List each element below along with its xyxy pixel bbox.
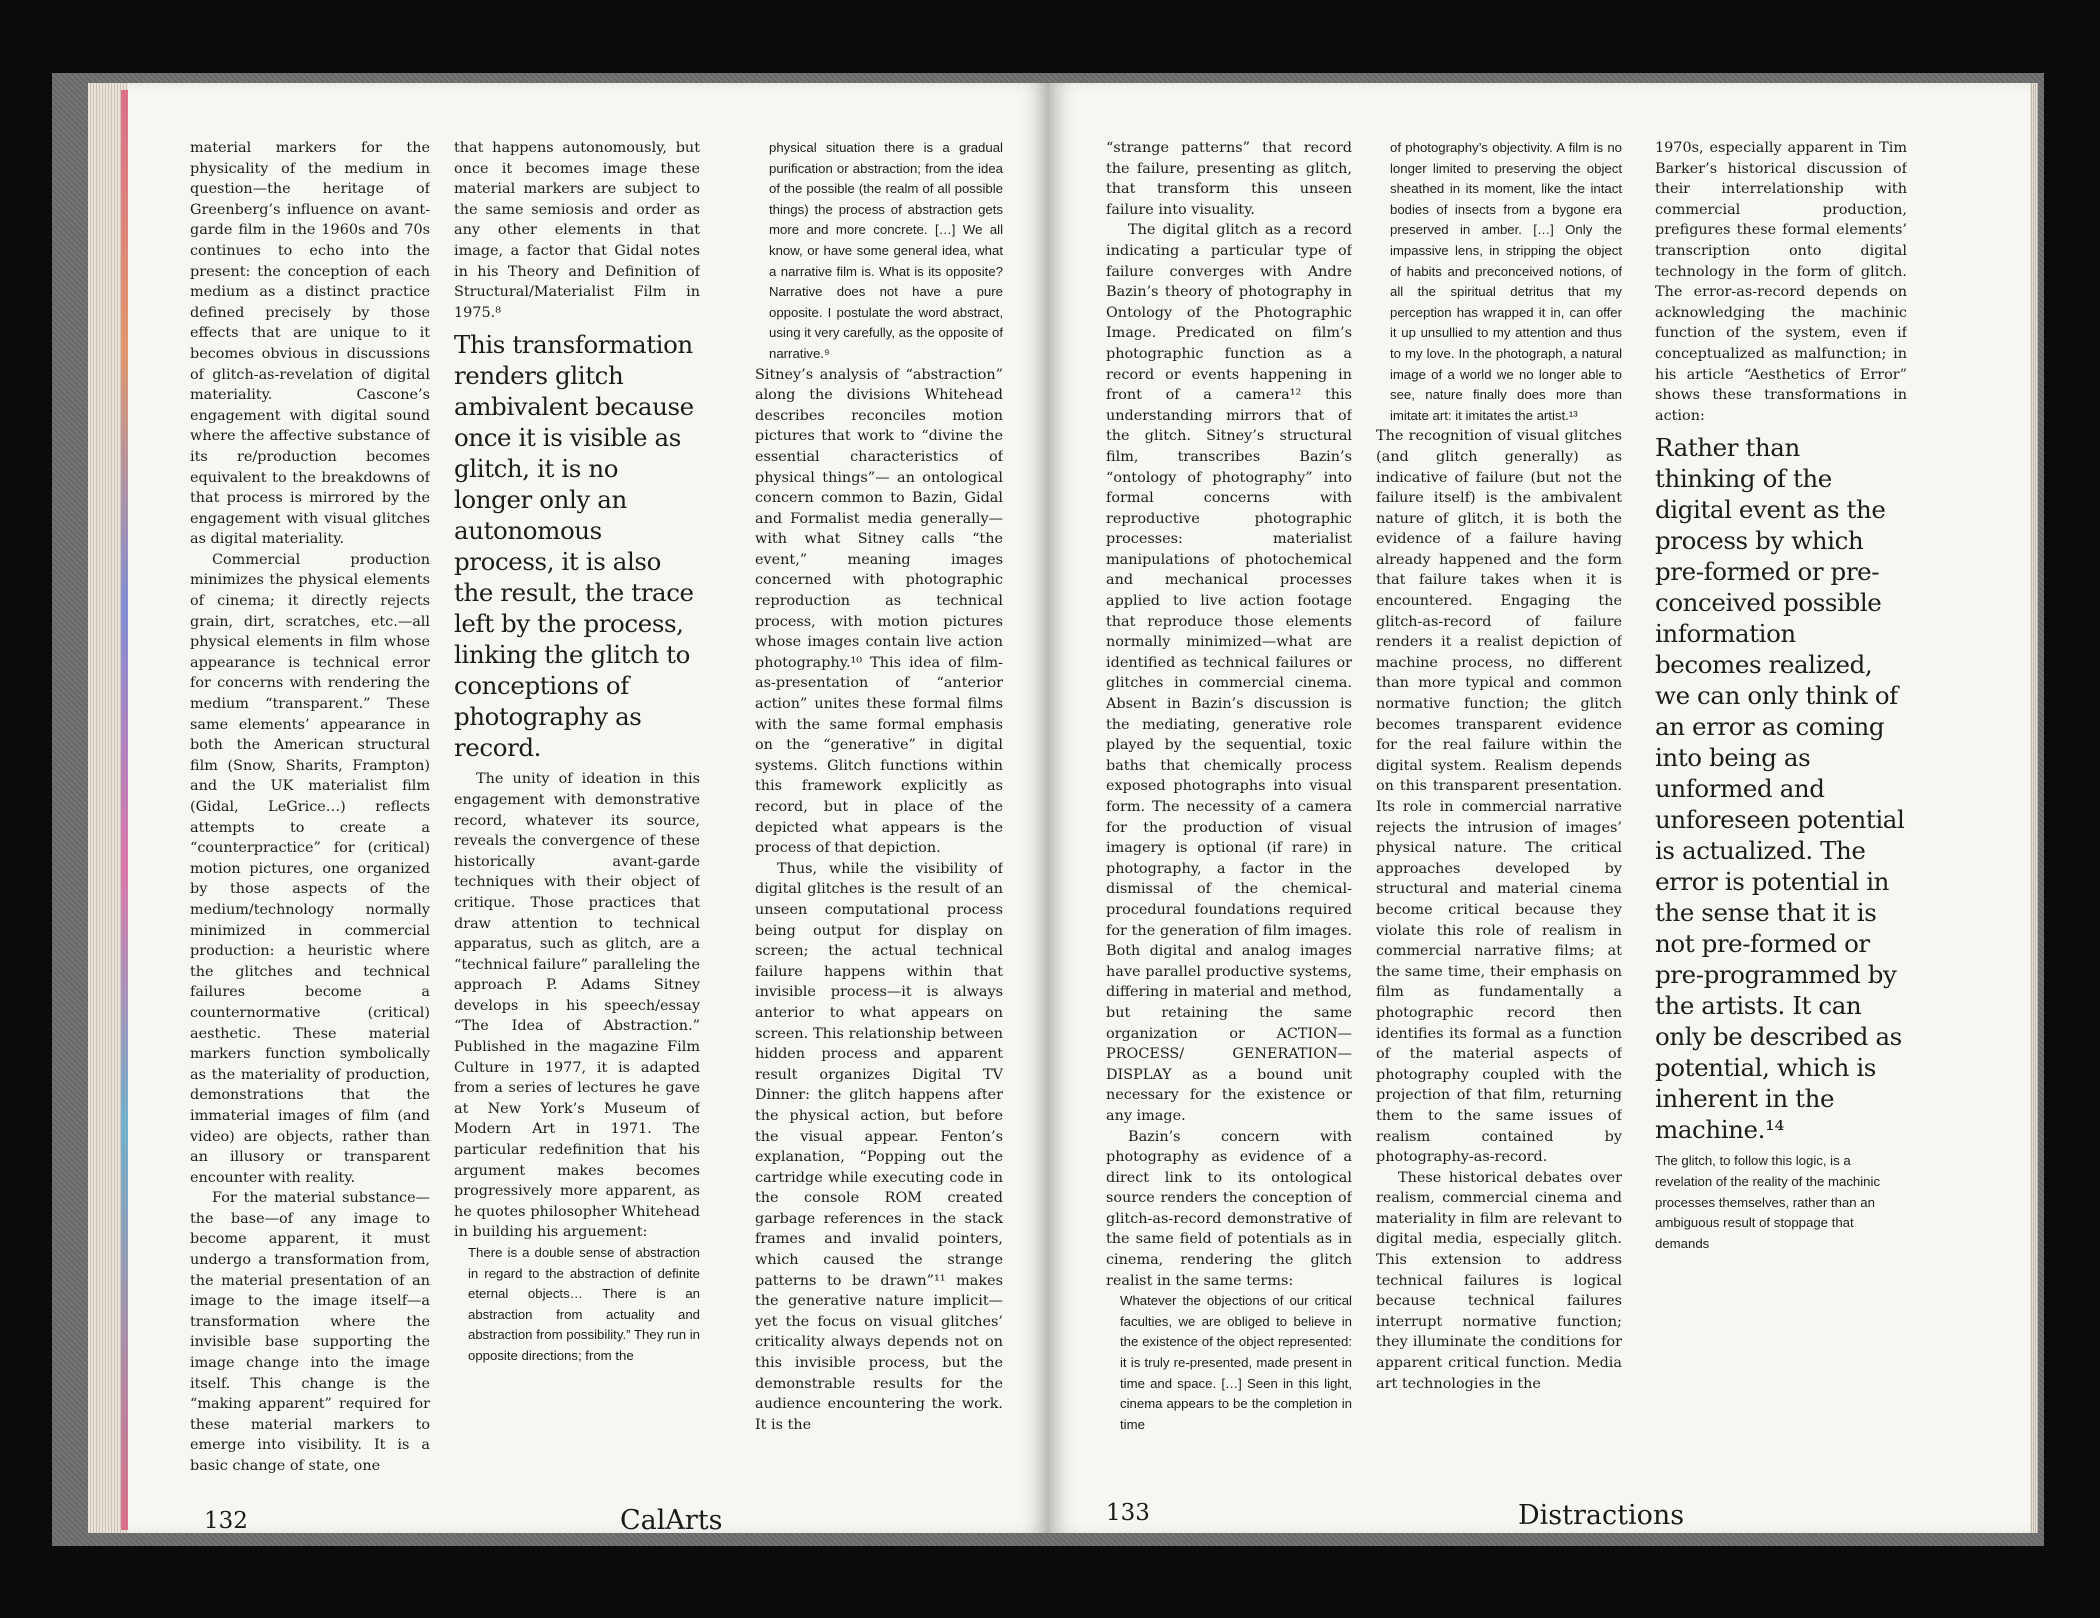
right-column-1 xyxy=(1106,138,1352,1498)
paragraph: 1970s, especially apparent in Tim Barker’s historical discussion of their interrelationship with commercial production, prefigures these formal elements’ transcription onto digital technology in the form of glitch. The error-as-record depends on acknowledging the machinic function of the system, even if conceptualized as malfunction; in his article “Aesthetics of Error” shows these transformations in action: xyxy=(1655,140,1907,424)
paragraph: material markers for the physicality of the medium in question—the heritage of Greenberg’s influence on avant-garde film in the 1960s and 70s continues to echo into the present: the conception of each medium as a distinct practice defined precisely by those effects that are unique to it becomes obvious in discussions of glitch-as-revelation of digital materiality. Cascone’s engagement with digital sound where the affective substance of its re/production becomes equivalent to the breakdowns of that process is mirrored by the engagement with visual glitches as digital materiality. xyxy=(190,140,430,548)
left-column-1 xyxy=(190,138,430,1498)
paragraph: Bazin’s concern with photography as evidence of a direct link to its ontological source renders the conception of glitch-as-record demonstrative of the same field of potentials as in cinema, rendering the glitch realist in the same terms: xyxy=(1106,1128,1352,1289)
paragraph: Thus, while the visibility of digital glitches is the result of an unseen computational process being output for display on screen; the actual technical failure happens within that invisible process—it is always anterior to what appears on screen. This relationship between hidden process and apparent result organizes Digital TV Dinner: the glitch happens after the physical action, but before the visual appear. Fenton’s explanation, “Popping out the cartridge while executing code in the console ROM created garbage references in the stack frames and invalid pointers, which caused the strange patterns to be drawn”¹¹ makes the generative nature implicit—yet the focus on visual glitches’ criticality always depends not on this invisible process, but the demonstrable results for the audience encountering the work. It is the xyxy=(755,860,1003,1433)
paragraph: The glitch, to follow this logic, is a revelation of the reality of the machinic processes themselves, rather than an ambiguous result of stoppage that demands xyxy=(1655,1153,1881,1251)
paragraph: The recognition of visual glitches (and glitch generally) as indicative of failure (but not the failure itself) is the ambivalent nature of glitch, it is both the evidence of a failure having already happened and the form that failure takes when it is encountered. Engaging the glitch-as-record of failure renders it a realist depiction of machine process, no different than more typical and common normative function; the glitch becomes transparent evidence for the real failure within the digital system. Realism depends on this transparent presentation. Its role in commercial narrative rejects the intrusion of images’ physical nature. The critical approaches developed by structural and material cinema become critical because they violate this role of realism in commercial narrative films; at the same time, their emphasis on film as fundamentally a photographic record then identifies its formal as a function of the material aspects of photography coupled with the projection of that film, returning them to the same issues of realism contained by photography-as-record. xyxy=(1376,428,1622,1166)
left-page xyxy=(128,83,1049,1533)
block-quote: There is a double sense of abstraction in regard to the abstraction of definite eternal objects… There is an abstraction from actuality and abstraction from possibility.” They run in opposite directions; from the xyxy=(468,1245,700,1363)
block-quote: Whatever the objections of our critical faculties, we are obliged to believe in the existence of the object represented: it is truly re-presented, made present in time and space. […] Seen in this light, cinema appears to be the completion in time xyxy=(1120,1293,1352,1432)
pull-quote: Rather than thinking of the digital event as the process by which pre-formed or pre-conceived possible information becomes realized, we can only think of an error as coming into being as unformed and unforeseen potential is actualized. The error is potential in the sense that it is not pre-formed or pre-programmed by the artists. It can only be described as potential, which is inherent in the machine.¹⁴ xyxy=(1655,433,1905,1145)
left-column-3 xyxy=(755,138,1003,1498)
page-number-left: 132 xyxy=(204,1508,248,1533)
right-column-3 xyxy=(1655,138,1907,1498)
paragraph: The unity of ideation in this engagement with demonstrative record, whatever its source, reveals the convergence of these historically avant-garde techniques with their object of critique. Those practices that draw attention to technical apparatus, such as glitch, are a “technical failure” paralleling the approach P. Adams Sitney develops in his speech/essay “The Idea of Abstraction.” Published in the magazine Film Culture in 1977, it is adapted from a series of lectures he gave at New York’s Museum of Modern Art in 1971. The particular redefinition that his argument makes becomes progressively more apparent, as he quotes philosopher Whitehead in building his arguement: xyxy=(454,771,700,1241)
paragraph: “strange patterns” that record the failure, presenting as glitch, that transform this unseen failure into visuality. xyxy=(1106,140,1352,218)
right-page xyxy=(1049,83,2034,1533)
right-page-edge xyxy=(2030,83,2038,1533)
pull-quote: This transformation renders glitch ambivalent because once it is visible as glitch, it is no longer only an autonomous process, it is also the result, the trace left by the process, linking the glitch to conceptions of photography as record. xyxy=(454,330,694,763)
paragraph: that happens autonomously, but once it becomes image these material markers are subject to the same semiosis and order as any other elements in that image, a factor that Gidal notes in his Theory and Definition of Structural/Materialist Film in 1975.⁸ xyxy=(454,140,700,321)
left-column-2 xyxy=(454,138,700,1498)
paragraph: Commercial production minimizes the physical elements of cinema; it directly rejects grain, dirt, scratches, etc.—all physical elements in film whose appearance is technical error for concerns with rendering the medium “transparent.” These same elements’ appearance in both the American structural film (Snow, Sharits, Frampton) and the UK materialist film (Gidal, LeGrice…) reflects attempts to create a “counterpractice” for (critical) motion pictures, one organized by those aspects of the medium/technology normally minimized in commercial production: a heuristic where the glitches and technical failures become a counternormative (critical) aesthetic. These material markers function symbolically as the materiality of production, demonstrations that the immaterial images of film (and video) are objects, rather than an illusory or transparent encounter with reality. xyxy=(190,551,430,1186)
paragraph: The digital glitch as a record indicating a particular type of failure converges with Andre Bazin’s theory of photography in Ontology of the Photographic Image. Predicated on film’s photographic function as a record or events happening in front of a camera¹² this understanding mirrors that of the glitch. Sitney’s structural film, transcribes Bazin’s “ontology of photography” into formal concerns with reproductive photographic processes: materialist manipulations of photochemical and mechanical processes applied to live action footage that reproduce those elements normally minimized—what are identified as technical failures or glitches in commercial cinema. Absent in Bazin’s discussion is the mediating, generative role played by the sequential, toxic baths that chemically process exposed photographs into visual form. The necessity of a camera for the production of visual imagery is optional (if rare) in photography, a factor in the dismissal of the chemical-procedural foundations required for the generation of film images. Both digital and analog images have parallel productive systems, differing in material and method, but retaining the same organization or ACTION—PROCESS/ GENERATION—DISPLAY as a bound unit necessary for the existence or any image. xyxy=(1106,222,1352,1124)
block-quote: of photography’s objectivity. A film is no longer limited to preserving the object sheathed in its moment, like the intact bodies of insects from a bygone era preserved in amber. […] Only the impassive lens, in stripping the object of habits and preconceived notions, of all the spiritual detritus that my perception has wrapped it in, can offer it up unsullied to my attention and thus to my love. In the photograph, a natural image of a world we no longer able to see, nature finally does more than imitate art: it imitates the artist.¹³ xyxy=(1390,140,1622,423)
right-column-2 xyxy=(1376,138,1622,1498)
block-quote: physical situation there is a gradual purification or abstraction; from the idea of the possible (the realm of all possible things) the process of abstraction gets more and more concrete. […] We all know, or have some general idea, what a narrative film is. What is its opposite? Narrative does not have a pure opposite. I postulate the word abstract, using it very carefully, as the opposite of narrative.⁹ xyxy=(769,140,1003,361)
running-head-right: Distractions xyxy=(1518,1500,1685,1531)
paragraph: These historical debates over realism, commercial cinema and materiality in film are relevant to digital media, especially glitch. This extension to address technical failures is logical because technical failures interrupt normative function; they illuminate the conditions for apparent critical function. Media art technologies in the xyxy=(1376,1169,1622,1392)
running-head-left: CalArts xyxy=(620,1505,723,1533)
paragraph: Sitney’s analysis of “abstraction” along the divisions Whitehead describes reconciles motion pictures that work to “divine the essential characteristics of physical things”— an ontological concern common to Bazin, Gidal and Formalist media generally—with what Sitney calls “the event,” meaning images concerned with photographic reproduction as technical process, with motion pictures whose images contain live action photography.¹⁰ This idea of film-as-presentation of “anterior action” unites these formal films with the same formal emphasis on the “generative” in digital systems. Glitch functions within this framework explicitly as record, but in place of the depicted what appears is the process of that depiction. xyxy=(755,366,1003,857)
page-number-right: 133 xyxy=(1106,1500,1150,1526)
paragraph: For the material substance—the base—of any image to become apparent, it must undergo a transformation from, the material presentation of an image to the image itself—a transformation where the invisible base supporting the image change into the image itself. This change is the “making apparent” required for these material markers to emerge into visibility. It is a basic change of state, one xyxy=(190,1190,430,1474)
